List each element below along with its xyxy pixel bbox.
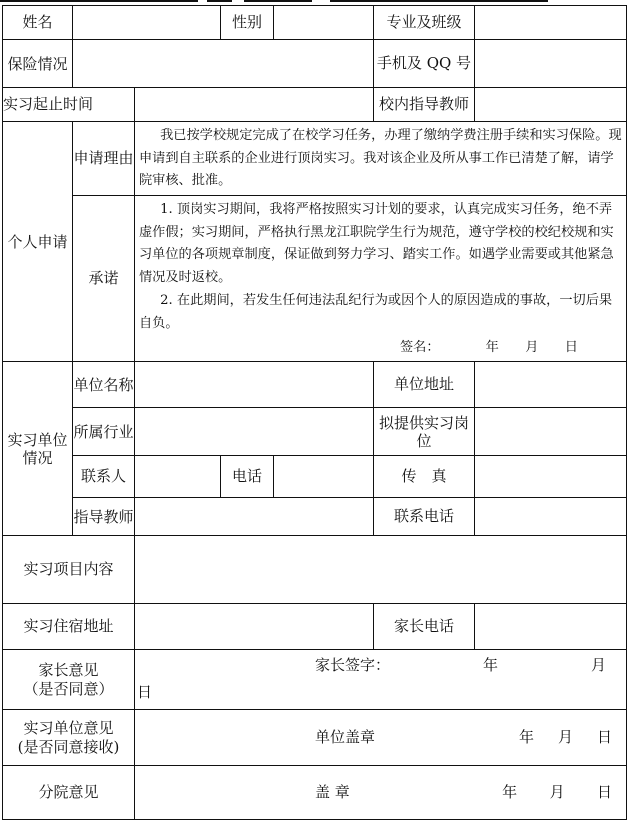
reason-text xyxy=(135,122,627,196)
gender-field[interactable] xyxy=(274,6,374,40)
parent-sign-label: 家长签字： xyxy=(315,656,391,674)
instructor-label: 指导教师 xyxy=(73,498,135,536)
branch-seal-label: 盖 章 xyxy=(315,783,350,802)
unit-name-field[interactable] xyxy=(135,362,374,408)
name-field[interactable] xyxy=(73,6,221,40)
industry-field[interactable] xyxy=(135,408,374,456)
branch-seal-day: 日 xyxy=(596,783,612,802)
personal-application-label: 个人申请 xyxy=(3,122,73,362)
contact-phone-field[interactable] xyxy=(475,498,627,536)
advisor-field[interactable] xyxy=(475,88,627,122)
position-field[interactable] xyxy=(475,408,627,456)
promise-item-2: 2. 在此期间，若发生任何违法乱纪行为或因个人的原因造成的事故，一切后果自负。 xyxy=(139,292,613,331)
parent-phone-field[interactable] xyxy=(475,604,627,650)
phone-qq-field[interactable] xyxy=(475,40,627,88)
fax-label: 传 真 xyxy=(374,456,475,498)
instructor-field[interactable] xyxy=(135,498,374,536)
dorm-label: 实习住宿地址 xyxy=(3,604,135,650)
promise-label: 承诺 xyxy=(73,196,135,362)
internship-application-form xyxy=(2,5,627,820)
unit-seal-month: 月 xyxy=(557,728,573,747)
insurance-field[interactable] xyxy=(73,40,374,88)
period-label: 实习起止时间 xyxy=(3,88,135,122)
phone-qq-label: 手机及 QQ 号 xyxy=(374,40,475,88)
unit-name-label: 单位名称 xyxy=(73,362,135,408)
insurance-label: 保险情况 xyxy=(3,40,73,88)
dorm-field[interactable] xyxy=(135,604,374,650)
contact-phone-label: 联系电话 xyxy=(374,498,475,536)
fax-field[interactable] xyxy=(475,456,627,498)
phone-label: 电话 xyxy=(221,456,274,498)
industry-label: 所属行业 xyxy=(73,408,135,456)
signature-date-line: 签名： 年 月 日 xyxy=(399,340,578,356)
phone-field[interactable] xyxy=(274,456,374,498)
parent-opinion-subtitle: （是否同意） xyxy=(23,679,114,698)
reason-paragraph: 我已按学校规定完成了在校学习任务，办理了缴纳学费注册手续和实习保险。现申请到自主联系的企业进行顶岗实习。我对该企业及所从事工作已清楚了解，请学院审核、批准。 xyxy=(139,128,622,189)
major-class-field[interactable] xyxy=(475,6,627,40)
period-field[interactable] xyxy=(135,88,374,122)
unit-address-label: 单位地址 xyxy=(374,362,475,408)
unit-opinion-subtitle: (是否同意接收) xyxy=(17,737,120,756)
top-rule xyxy=(0,0,630,4)
parent-phone-label: 家长电话 xyxy=(374,604,475,650)
promise-item-1: 1. 顶岗实习期间，我将严格按照实习计划的要求，认真完成实习任务，绝不弄虚作假；实习期间，严格执行黑龙江职院学生行为规范，遵守学校的校纪校规和实习单位的各项规章制度，保证做到努力学习、踏实工作。如遇学业需要或其他紧急情况及时返校。 xyxy=(139,202,614,286)
position-label: 拟提供实习岗位 xyxy=(374,408,475,456)
name-label: 姓名 xyxy=(3,6,73,40)
branch-opinion-field[interactable] xyxy=(135,766,627,820)
parent-opinion-label xyxy=(3,650,135,710)
branch-seal-year: 年 xyxy=(502,783,518,802)
unit-address-field[interactable] xyxy=(475,362,627,408)
project-label: 实习项目内容 xyxy=(3,536,135,604)
branch-seal-month: 月 xyxy=(549,783,565,802)
unit-seal-year: 年 xyxy=(518,728,534,747)
parent-opinion-field[interactable] xyxy=(135,650,627,710)
reason-label: 申请理由 xyxy=(73,122,135,196)
parent-opinion-title: 家长意见 xyxy=(38,660,99,679)
project-field[interactable] xyxy=(135,536,627,604)
unit-seal-day: 日 xyxy=(596,728,612,747)
major-class-label: 专业及班级 xyxy=(374,6,475,40)
contact-field[interactable] xyxy=(135,456,221,498)
unit-info-label: 实习单位情况 xyxy=(3,362,73,536)
unit-opinion-label xyxy=(3,710,135,766)
unit-opinion-title: 实习单位意见 xyxy=(23,718,114,737)
gender-label: 性别 xyxy=(221,6,274,40)
parent-sign-year: 年 xyxy=(482,656,498,674)
unit-opinion-field[interactable] xyxy=(135,710,627,766)
contact-label: 联系人 xyxy=(73,456,135,498)
unit-seal-label: 单位盖章 xyxy=(315,728,376,747)
advisor-label: 校内指导教师 xyxy=(374,88,475,122)
branch-opinion-label: 分院意见 xyxy=(3,766,135,820)
promise-text xyxy=(135,196,627,362)
parent-sign-day: 日 xyxy=(137,682,153,701)
parent-sign-month: 月 xyxy=(590,656,606,674)
